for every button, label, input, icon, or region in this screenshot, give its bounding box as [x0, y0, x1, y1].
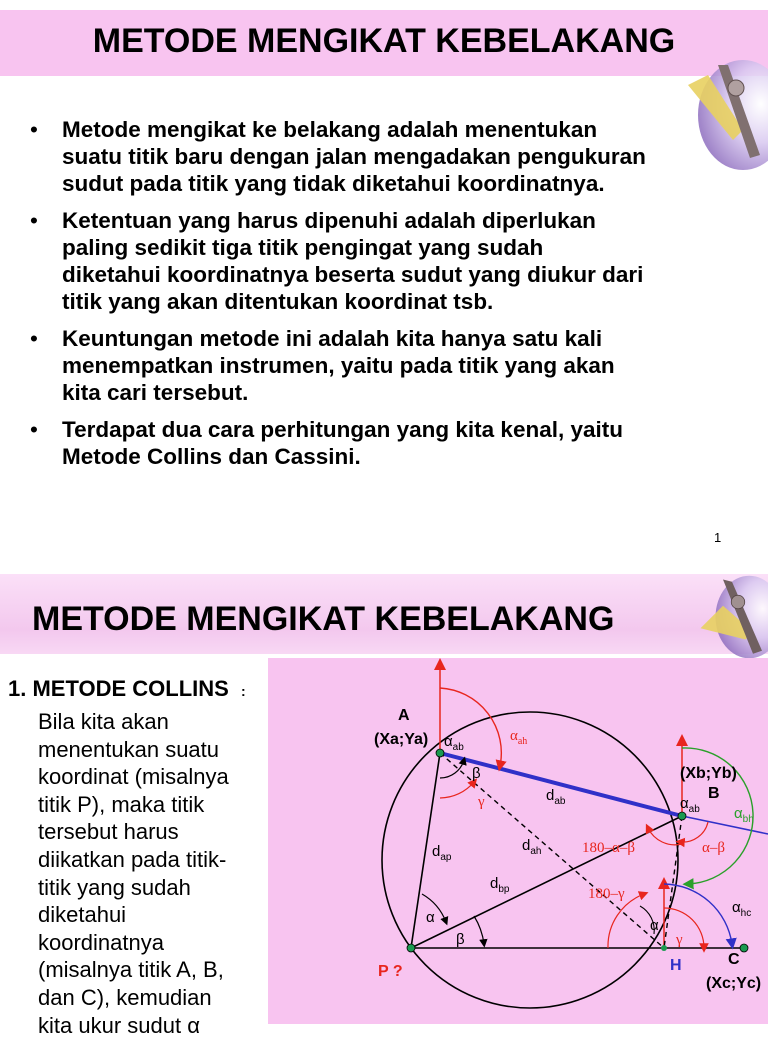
label-alpha-p: α: [426, 909, 435, 926]
collins-method-diagram: [268, 658, 768, 1024]
slide-2: [0, 574, 768, 1024]
label-d-ah: $d_{ah}$: [522, 837, 541, 857]
label-d-ap: $d_{ap}$: [432, 843, 452, 863]
bullet-dot: •: [30, 116, 38, 143]
label-a: A: [398, 707, 410, 724]
bullet-dot: •: [30, 416, 38, 443]
point-b: [678, 812, 686, 820]
arc-180-gamma: [608, 894, 644, 948]
section-heading: 1. METODE COLLINS :: [8, 676, 246, 702]
line-bp: [411, 816, 682, 948]
bullet-item: • Metode mengikat ke belakang adalah menentukan suatu titik baru dengan jalan mengadakan pengukuran sudut pada titik yang tidak diketahui koordinatnya.: [30, 116, 730, 197]
coord-c: (Xc;Yc): [706, 975, 761, 992]
bullet-item: • Terdapat dua cara perhitungan yang kita kenal, yaitu Metode Collins dan Cassini.: [30, 416, 730, 470]
circle: [382, 712, 678, 1008]
label-alpha-ab-a: $\alpha_{ab}$: [444, 733, 464, 753]
bullet-dot: •: [30, 207, 38, 234]
label-alpha-h: α: [650, 917, 659, 934]
coord-b: (Xb;Yb): [680, 765, 737, 782]
slide-title: METODE MENGIKAT KEBELAKANG: [32, 600, 614, 639]
label-beta-p: β: [456, 931, 465, 948]
label-b: B: [708, 785, 720, 802]
compass-decoration-icon: [678, 574, 768, 660]
point-a: [436, 749, 444, 757]
arc-beta-p: [474, 916, 484, 944]
bullet-item: • Ketentuan yang harus dipenuhi adalah diperlukan paling sedikit tiga titik pengingat yang sudah diketahui koordinatnya beserta sudut yang diukur dari titik yang akan ditentukan koordinat tsb.: [30, 207, 730, 315]
arc-gamma-h: [664, 908, 704, 948]
bullet-item: • Keuntungan metode ini adalah kita hanya satu kali menempatkan instrumen, yaitu pada titik yang akan kita cari tersebut.: [30, 325, 730, 406]
slide-separator: [0, 556, 768, 574]
page-number: 1: [714, 530, 721, 545]
point-h: [661, 945, 667, 951]
arc-gamma-a: [440, 782, 474, 798]
slide-title: METODE MENGIKAT KEBELAKANG: [0, 22, 768, 61]
line-ab-extension: [682, 816, 768, 834]
body-text: Bila kita akan menentukan suatu koordinat (misalnya titik P), maka titik tersebut harus diikatkan pada titik- titik yang sudah diketahui koordinatnya (misalnya titik A, B, dan C), kemudian kita ukur sudut α: [38, 708, 264, 1039]
bullet-dot: •: [30, 325, 38, 352]
label-180-gamma: 180–γ: [588, 886, 625, 902]
arc-beta-a: [440, 760, 464, 778]
label-d-bp: $d_{bp}$: [490, 875, 510, 895]
label-d-ab: $d_{ab}$: [546, 787, 566, 807]
line-bh-dashed: [664, 816, 682, 948]
label-gamma-h: γ: [675, 932, 683, 948]
label-alpha-hc: $\alpha_{hc}$: [732, 899, 751, 919]
point-c: [740, 944, 748, 952]
coord-a: (Xa;Ya): [374, 731, 428, 748]
label-180-alpha-beta: 180–α–β: [582, 840, 635, 856]
label-beta-a: β: [472, 765, 481, 782]
label-alpha-ab-b: $\alpha_{ab}$: [680, 795, 700, 815]
label-h: H: [670, 957, 682, 974]
bullet-list: [30, 116, 730, 480]
label-alpha-bh: $\alpha_{bh}$: [734, 805, 754, 825]
label-p: P ?: [378, 963, 403, 980]
label-alpha-beta: α–β: [702, 840, 725, 856]
label-alpha-ah: $\alpha_{ah}$: [510, 728, 527, 747]
label-c: C: [728, 951, 740, 968]
label-gamma-a: γ: [477, 794, 485, 810]
point-p: [407, 944, 415, 952]
